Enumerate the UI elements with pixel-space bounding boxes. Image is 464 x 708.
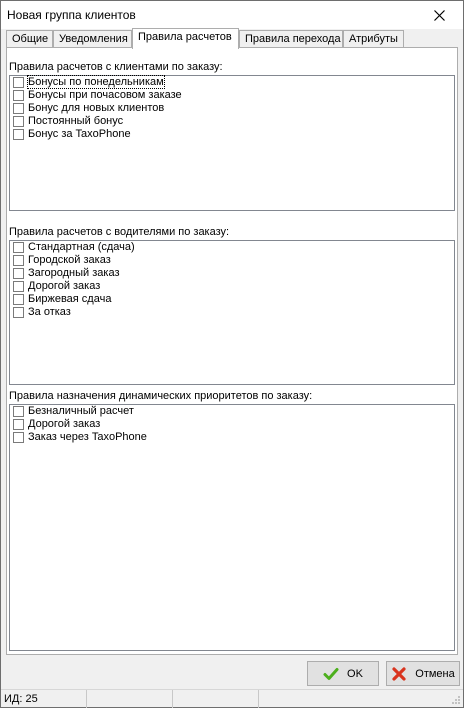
list-item[interactable]: Биржевая сдача	[10, 293, 454, 306]
list-item[interactable]: Бонус для новых клиентов	[10, 102, 454, 115]
title-bar	[1, 1, 463, 29]
ok-button-label: OK	[347, 667, 363, 680]
clients-rules-label: Правила расчетов с клиентами по заказу:	[9, 61, 223, 73]
status-cell	[173, 690, 259, 708]
list-item[interactable]: Заказ через TaxoPhone	[10, 431, 454, 444]
close-button[interactable]	[419, 2, 459, 28]
checkbox[interactable]	[13, 294, 24, 305]
cross-icon	[391, 666, 407, 682]
checkbox[interactable]	[13, 432, 24, 443]
checkbox[interactable]	[13, 90, 24, 101]
close-icon	[434, 10, 445, 21]
list-item[interactable]: Бонусы при почасовом заказе	[10, 89, 454, 102]
list-item[interactable]: Стандартная (сдача)	[10, 241, 454, 254]
cancel-button[interactable]	[386, 661, 460, 686]
checkbox[interactable]	[13, 103, 24, 114]
tab-transition-rules[interactable]: Правила перехода	[239, 30, 343, 48]
list-item[interactable]: Постоянный бонус	[10, 115, 454, 128]
priorities-rules-list[interactable]	[9, 404, 455, 651]
check-icon	[323, 666, 339, 682]
status-cell-id	[1, 690, 87, 708]
status-bar	[1, 689, 463, 707]
checkbox[interactable]	[13, 129, 24, 140]
tab-attributes[interactable]: Атрибуты	[343, 30, 404, 48]
tab-payment-rules[interactable]: Правила расчетов	[132, 28, 239, 49]
checkbox[interactable]	[13, 77, 24, 88]
resize-grip-icon[interactable]	[451, 695, 461, 705]
checkbox[interactable]	[13, 281, 24, 292]
drivers-rules-list[interactable]	[9, 240, 455, 385]
list-item[interactable]: Бонус за TaxoPhone	[10, 128, 454, 141]
record-id: ИД: 25	[4, 693, 38, 705]
checkbox[interactable]	[13, 116, 24, 127]
ok-button[interactable]	[307, 661, 379, 686]
list-item[interactable]: Безналичный расчет	[10, 405, 454, 418]
drivers-rules-label: Правила расчетов с водителями по заказу:	[9, 226, 230, 238]
list-item[interactable]: Бонусы по понедельникам	[10, 76, 454, 89]
list-item[interactable]: Дорогой заказ	[10, 418, 454, 431]
priorities-rules-label: Правила назначения динамических приоритетов по заказу:	[9, 390, 313, 402]
list-item[interactable]: За отказ	[10, 306, 454, 319]
clients-rules-list[interactable]	[9, 75, 455, 211]
checkbox[interactable]	[13, 419, 24, 430]
list-item[interactable]: Городской заказ	[10, 254, 454, 267]
tab-notifications[interactable]: Уведомления	[53, 30, 132, 48]
checkbox[interactable]	[13, 268, 24, 279]
cancel-button-label: Отмена	[415, 667, 455, 680]
checkbox[interactable]	[13, 242, 24, 253]
checkbox[interactable]	[13, 406, 24, 417]
checkbox[interactable]	[13, 307, 24, 318]
tab-panel-payment-rules	[6, 47, 458, 655]
list-item[interactable]: Загородный заказ	[10, 267, 454, 280]
tab-general[interactable]: Общие	[6, 30, 53, 48]
window-title: Новая группа клиентов	[7, 8, 136, 22]
tab-strip	[6, 28, 458, 48]
checkbox[interactable]	[13, 255, 24, 266]
list-item[interactable]: Дорогой заказ	[10, 280, 454, 293]
status-cell	[87, 690, 173, 708]
